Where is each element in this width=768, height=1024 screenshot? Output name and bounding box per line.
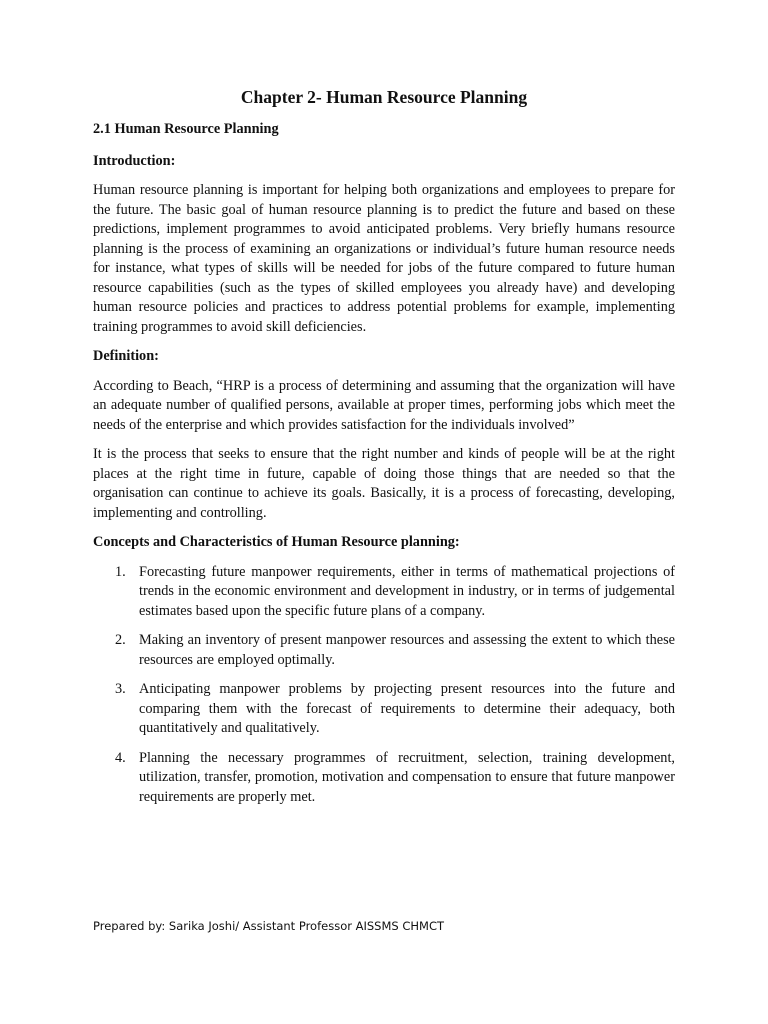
document-body bbox=[93, 120, 675, 817]
introduction-paragraph: Human resource planning is important for helping both organizations and employees to prepare for the future. The basic goal of human resource planning is to predict the future and based on these predictions, implement programmes to avoid anticipated problems. Very briefly humans resource planning is the process of examining an organizations or individual’s future human resource needs for instance, what types of skills will be needed for jobs of the future compared to future human resource capabilities (such as the types of skilled employees you already have) and developing human resource policies and practices to address potential problems for example, implementing training programmes to avoid skill deficiencies. bbox=[93, 182, 675, 335]
list-item bbox=[93, 631, 675, 670]
list-item bbox=[93, 563, 675, 622]
list-item bbox=[93, 749, 675, 808]
concepts-list bbox=[93, 563, 675, 808]
definition-quote: According to Beach, “HRP is a process of determining and assuming that the organization will have an adequate number of qualified persons, available at proper times, performing jobs which meet the needs of the enterprise and which provides satisfaction for the individuals involved” bbox=[93, 377, 675, 433]
list-item-number: 3. bbox=[115, 681, 126, 697]
concepts-heading: Concepts and Characteristics of Human Resource planning: bbox=[93, 534, 460, 550]
list-item-text: Forecasting future manpower requirements, either in terms of mathematical projections of trends in the economic environment and development in industry, or in terms of judgemental estimates based upon the specific future plans of a company. bbox=[139, 563, 675, 619]
introduction-heading: Introduction: bbox=[93, 152, 176, 169]
list-item-text: Planning the necessary programmes of recruitment, selection, training development, utilization, transfer, promotion, motivation and compensation to ensure that future manpower requirements are properly met. bbox=[139, 749, 675, 805]
list-item-number: 1. bbox=[115, 563, 126, 580]
page-title: Chapter 2- Human Resource Planning bbox=[240, 87, 528, 107]
definition-heading: Definition: bbox=[93, 348, 159, 364]
page-footer: Prepared by: Sarika Joshi/ Assistant Professor AISSMS CHMCT bbox=[93, 919, 445, 933]
definition-explanation: It is the process that seeks to ensure that the right number and kinds of people will be at the right places at the right time in future, capable of doing those things that are needed so that the organisation can continue to achieve its goals. Basically, it is a process of forecasting, developing, implementing and controlling. bbox=[93, 446, 675, 521]
list-item-text: Making an inventory of present manpower resources and assessing the extent to which these resources are employed optimally. bbox=[139, 632, 675, 668]
list-item-number: 4. bbox=[115, 749, 126, 766]
list-item-text: Anticipating manpower problems by projecting present resources into the future and comparing them with the forecast of requirements to determine their adequacy, both quantitatively and qualitatively. bbox=[139, 681, 675, 736]
section-heading: 2.1 Human Resource Planning bbox=[93, 121, 279, 137]
list-item bbox=[93, 680, 675, 739]
list-item-number: 2. bbox=[115, 632, 126, 648]
